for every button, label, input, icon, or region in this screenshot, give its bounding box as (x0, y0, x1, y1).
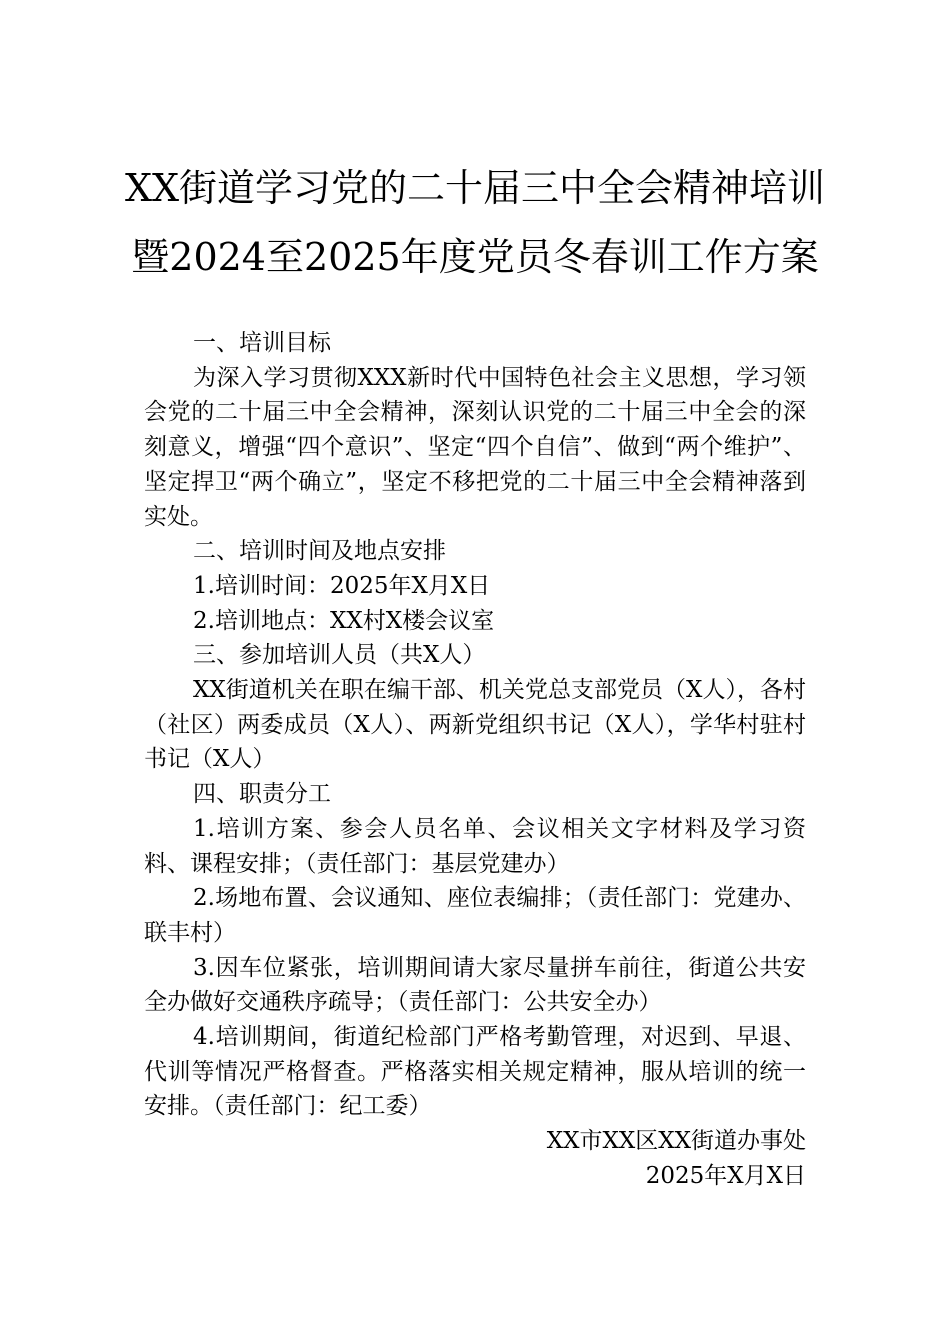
document-title-line-1: XX街道学习党的二十届三中全会精神培训 (124, 166, 826, 210)
duty-item-1: 1.培训方案、参会人员名单、会议相关文字材料及学习资料、课程安排；（责任部门：基层党建办） (144, 815, 806, 877)
duty-item-2: 2.场地布置、会议通知、座位表编排；（责任部门：党建办、联丰村） (144, 885, 806, 946)
section-2-heading: 二、培训时间及地点安排 (193, 538, 446, 565)
section-1-paragraph: 为深入学习贯彻XXX新时代中国特色社会主义思想，学习领会党的二十届三中全会精神，深刻认识党的二十届三中全会的深刻意义，增强“四个意识”、坚定“四个自信”、做到“两个维护”、坚定捍卫“两个确立”，坚定不移把党的二十届三中全会精神落到实处。 (144, 364, 806, 530)
duty-item-4: 4.培训期间，街道纪检部门严格考勤管理，对迟到、早退、代训等情况严格督查。严格落实相关规定精神，服从培训的统一安排。（责任部门：纪工委） (144, 1024, 806, 1120)
section-1-heading: 一、培训目标 (193, 330, 331, 356)
training-place: 2.培训地点：XX村X楼会议室 (193, 607, 495, 634)
training-time: 1.培训时间：2025年X月X日 (193, 572, 491, 599)
signature-organization: XX市XX区XX街道办事处 (546, 1128, 806, 1155)
document-title-line-2: 暨2024至2025年度党员冬春训工作方案 (131, 235, 819, 279)
section-3-paragraph: XX街道机关在职在编干部、机关党总支部党员（X人），各村（社区）两委成员（X人）、两新党组织书记（X人），学华村驻村书记（X人） (144, 677, 806, 773)
document-body (144, 326, 806, 1194)
signature-date: 2025年X月X日 (645, 1162, 806, 1189)
duty-item-3: 3.因车位紧张，培训期间请大家尽量拼车前往，街道公共安全办做好交通秩序疏导；（责任部门：公共安全办） (144, 954, 806, 1016)
section-4-heading: 四、职责分工 (193, 781, 331, 808)
section-3-heading: 三、参加培训人员（共X人） (193, 642, 486, 669)
